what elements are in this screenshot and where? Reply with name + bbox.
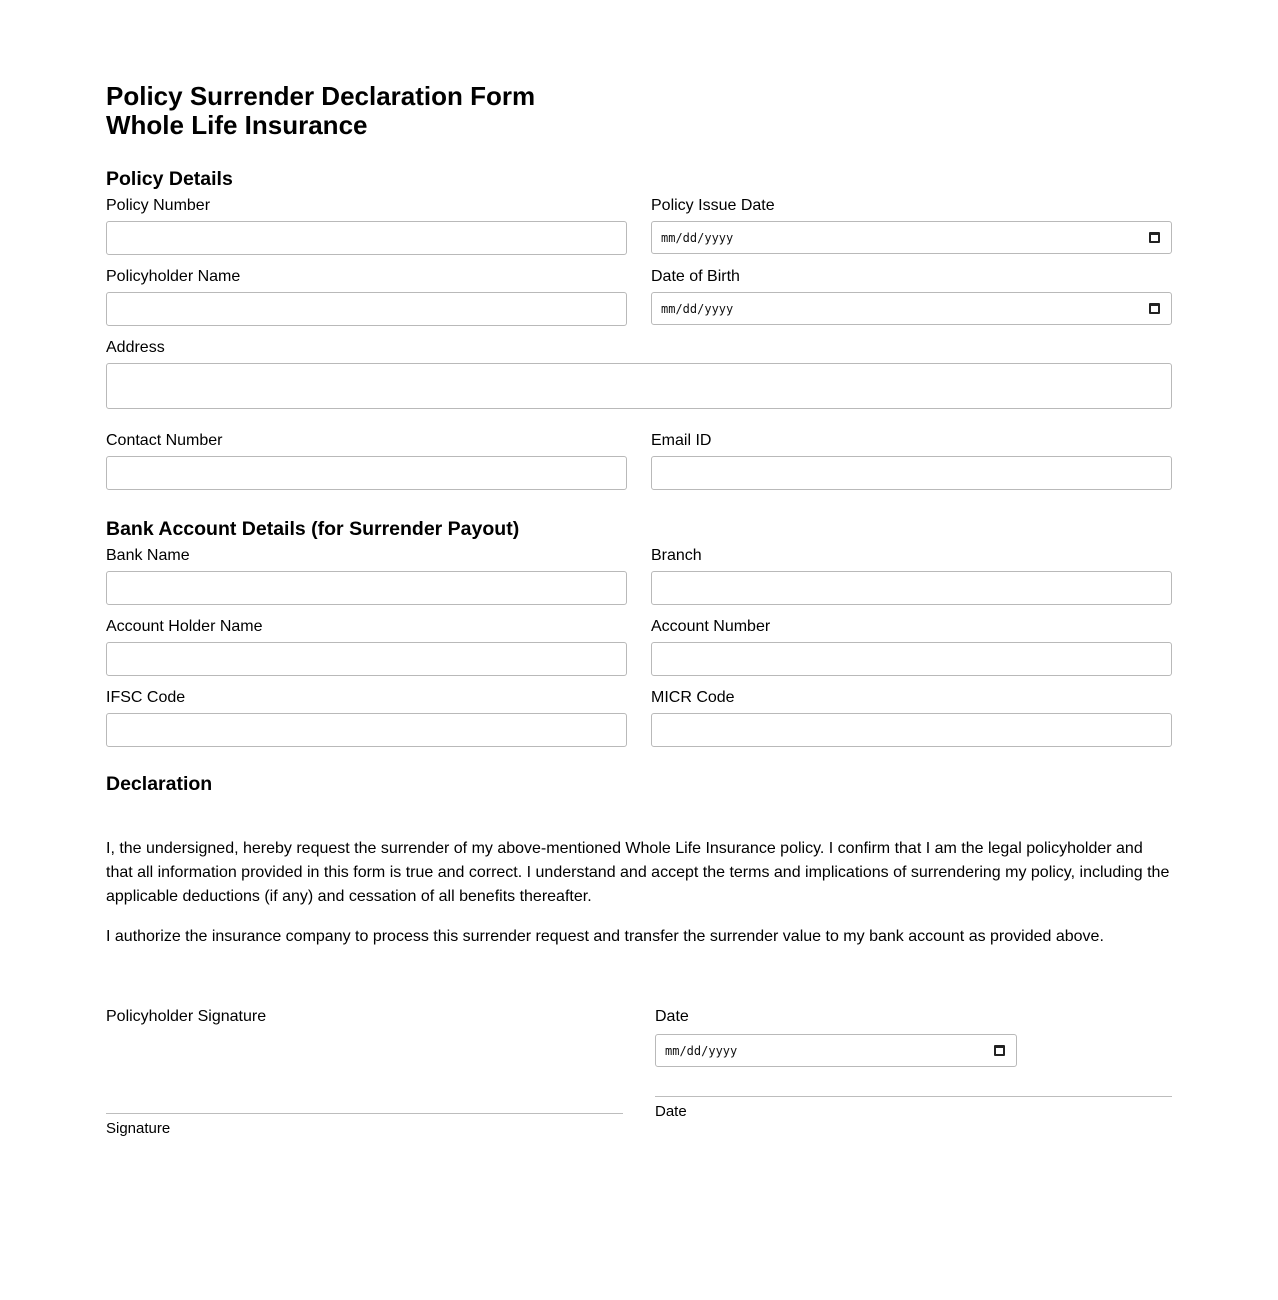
account-number-label: Account Number — [651, 618, 771, 635]
signature-line[interactable] — [106, 1113, 623, 1114]
email-id-label: Email ID — [651, 432, 712, 449]
date-placeholder: mm/dd/yyyy — [665, 1043, 738, 1058]
contact-number-field — [106, 432, 627, 490]
date-of-birth-label: Date of Birth — [651, 268, 740, 285]
policy-number-field — [106, 197, 627, 255]
policy-issue-date-label: Policy Issue Date — [651, 197, 775, 214]
branch-label: Branch — [651, 547, 702, 564]
account-number-field — [651, 618, 1172, 676]
micr-code-input[interactable] — [651, 713, 1172, 747]
policy-details-heading: Policy Details — [106, 168, 233, 190]
date-of-birth-input[interactable] — [651, 292, 1172, 325]
title-line-2: Whole Life Insurance — [106, 110, 368, 140]
policy-issue-date-input[interactable] — [651, 221, 1172, 254]
policyholder-name-input[interactable] — [106, 292, 627, 326]
bank-name-input[interactable] — [106, 571, 627, 605]
policy-details-section — [106, 167, 1172, 490]
signature-date-input[interactable] — [655, 1034, 1017, 1067]
declaration-text — [106, 837, 1172, 949]
calendar-icon[interactable] — [994, 1045, 1005, 1056]
calendar-icon[interactable] — [1149, 303, 1160, 314]
email-id-field — [651, 432, 1172, 490]
form-page — [106, 82, 1172, 1158]
declaration-heading: Declaration — [106, 773, 213, 795]
signature-column — [106, 1008, 623, 1158]
signature-caption: Signature — [106, 1120, 171, 1137]
calendar-icon[interactable] — [1149, 232, 1160, 243]
branch-field — [651, 547, 1172, 605]
bank-row-2 — [106, 618, 1172, 676]
bank-details-heading: Bank Account Details (for Surrender Payout) — [106, 518, 520, 540]
policy-issue-date-field — [651, 197, 1172, 255]
address-textarea[interactable] — [106, 363, 1172, 409]
bank-name-field — [106, 547, 627, 605]
bank-details-section — [106, 517, 1172, 747]
date-column — [655, 1008, 1172, 1158]
contact-number-input[interactable] — [106, 456, 627, 490]
micr-code-field — [651, 689, 1172, 747]
date-of-birth-field — [651, 268, 1172, 326]
date-placeholder: mm/dd/yyyy — [661, 301, 734, 316]
date-caption: Date — [655, 1103, 687, 1120]
address-field — [106, 339, 1172, 409]
policy-number-input[interactable] — [106, 221, 627, 255]
ifsc-code-input[interactable] — [106, 713, 627, 747]
contact-number-label: Contact Number — [106, 432, 223, 449]
email-id-input[interactable] — [651, 456, 1172, 490]
micr-code-label: MICR Code — [651, 689, 735, 706]
policy-number-label: Policy Number — [106, 197, 211, 214]
policyholder-name-label: Policyholder Name — [106, 268, 241, 285]
account-holder-name-field — [106, 618, 627, 676]
address-label: Address — [106, 339, 165, 356]
ifsc-code-field — [106, 689, 627, 747]
declaration-paragraph-1: I, the undersigned, hereby request the surrender of my above-mentioned Whole Life Insurance policy. I confirm that I am the legal policyholder and that all information provided in this form is true and correct. I understand and accept the terms and implications of surrendering my policy, including the applicable deductions (if any) and cessation of all benefits thereafter. — [106, 840, 1170, 905]
account-holder-name-label: Account Holder Name — [106, 618, 263, 635]
account-number-input[interactable] — [651, 642, 1172, 676]
policy-row-1 — [106, 197, 1172, 255]
branch-input[interactable] — [651, 571, 1172, 605]
policyholder-signature-label: Policyholder Signature — [106, 1008, 267, 1025]
declaration-section — [106, 772, 1172, 949]
declaration-paragraph-2: I authorize the insurance company to process this surrender request and transfer the surrender value to my bank account as provided above. — [106, 928, 1104, 945]
account-holder-name-input[interactable] — [106, 642, 627, 676]
page-title — [106, 82, 1172, 140]
date-placeholder: mm/dd/yyyy — [661, 230, 734, 245]
policy-row-2 — [106, 268, 1172, 326]
policy-row-4 — [106, 432, 1172, 490]
bank-row-1 — [106, 547, 1172, 605]
signature-section — [106, 1008, 1172, 1158]
bank-name-label: Bank Name — [106, 547, 190, 564]
policyholder-name-field — [106, 268, 627, 326]
bank-row-3 — [106, 689, 1172, 747]
date-line — [655, 1096, 1172, 1097]
title-line-1: Policy Surrender Declaration Form — [106, 81, 536, 111]
signature-date-label: Date — [655, 1008, 689, 1025]
ifsc-code-label: IFSC Code — [106, 689, 186, 706]
